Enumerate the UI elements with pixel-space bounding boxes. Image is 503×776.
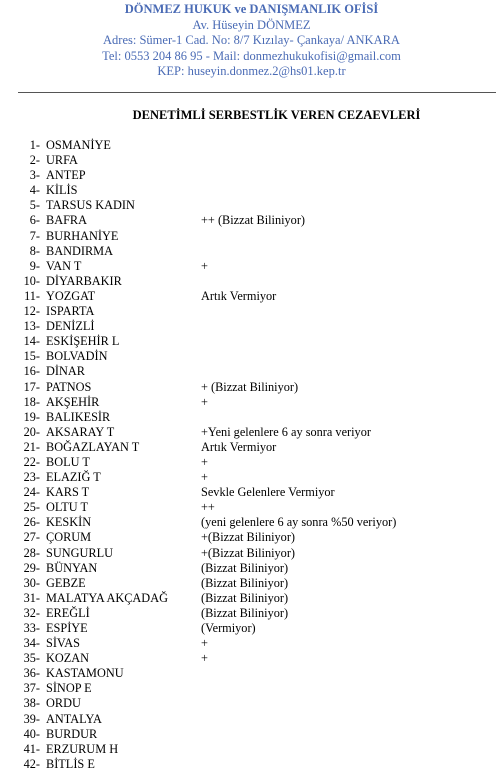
prison-name: KARS T — [46, 485, 90, 500]
prison-name: BAFRA — [46, 213, 88, 228]
prison-name: BANDIRMA — [46, 243, 113, 258]
prison-name: BOLVADİN — [46, 349, 108, 364]
item-number: 26- — [23, 515, 40, 530]
prison-note: +Yeni gelenlere 6 ay sonra veriyor — [201, 424, 371, 439]
item-number: 30- — [23, 575, 40, 590]
prison-name: SUNGURLU — [46, 545, 113, 560]
address-line: Adres: Sümer-1 Cad. No: 8/7 Kızılay- Çankaya/ ANKARA — [103, 33, 400, 47]
prison-note: (Bizzat Biliniyor) — [201, 560, 289, 575]
prison-name: EREĞLİ — [46, 605, 90, 620]
prison-name: OLTU T — [46, 500, 89, 515]
item-number: 12- — [23, 304, 40, 319]
list-item — [0, 455, 503, 470]
item-number: 31- — [23, 590, 40, 605]
prison-note: (Vermiyor) — [201, 621, 256, 635]
list-item — [0, 380, 503, 395]
list-item — [0, 727, 503, 742]
list-item — [0, 636, 503, 651]
prison-name: AKŞEHİR — [46, 394, 100, 409]
prison-name: ESPİYE — [46, 621, 88, 635]
prison-note: + (Bizzat Biliniyor) — [201, 379, 299, 394]
list-item — [0, 319, 503, 334]
list-item — [0, 304, 503, 319]
prison-note: ++ (Bizzat Biliniyor) — [201, 213, 306, 228]
prison-name: ELAZIĞ T — [46, 470, 101, 485]
list-item — [0, 349, 503, 364]
list-item — [0, 213, 503, 228]
item-number: 2- — [29, 153, 40, 168]
item-number: 29- — [23, 560, 40, 575]
letterhead — [0, 2, 503, 80]
item-number: 37- — [23, 681, 40, 696]
prison-name: ERZURUM H — [46, 741, 119, 756]
item-number: 38- — [23, 696, 40, 711]
prison-name: TARSUS KADIN — [46, 198, 135, 213]
lawyer-name: Av. Hüseyin DÖNMEZ — [192, 17, 311, 32]
item-number: 13- — [23, 319, 40, 334]
list-item — [0, 153, 503, 168]
item-number: 42- — [23, 756, 40, 771]
prison-note: (Bizzat Biliniyor) — [201, 590, 289, 605]
list-item — [0, 395, 503, 410]
list-item — [0, 440, 503, 455]
list-item — [0, 515, 503, 530]
item-number: 17- — [23, 379, 40, 394]
list-item — [0, 485, 503, 500]
list-item — [0, 334, 503, 349]
item-number: 11- — [24, 288, 40, 303]
prison-note: +(Bizzat Biliniyor) — [201, 545, 296, 560]
prison-name: BOĞAZLAYAN T — [46, 439, 140, 454]
list-item — [0, 168, 503, 183]
prison-name: DİNAR — [46, 364, 85, 379]
item-number: 1- — [29, 138, 40, 152]
prison-note: + — [201, 454, 208, 469]
prison-note: (yeni gelenlere 6 ay sonra %50 veriyor) — [201, 515, 397, 530]
item-number: 35- — [23, 651, 40, 666]
item-number: 27- — [23, 530, 40, 545]
item-number: 39- — [23, 711, 40, 726]
list-item — [0, 425, 503, 440]
list-item — [0, 561, 503, 576]
prison-note: ++ — [201, 500, 215, 515]
item-number: 14- — [23, 334, 40, 349]
list-item — [0, 244, 503, 259]
prison-name: OSMANİYE — [46, 138, 111, 152]
item-number: 16- — [23, 364, 40, 379]
item-number: 25- — [23, 500, 40, 515]
list-item — [0, 666, 503, 681]
prison-note: + — [201, 258, 208, 273]
prison-name: SİVAS — [46, 636, 80, 651]
prison-name: ESKİŞEHİR L — [46, 334, 120, 349]
item-number: 22- — [23, 454, 40, 469]
prison-name: ISPARTA — [46, 304, 95, 319]
item-number: 8- — [29, 243, 40, 258]
prison-list — [0, 138, 503, 772]
prison-note: Sevkle Gelenlere Vermiyor — [201, 485, 335, 500]
prison-name: ÇORUM — [46, 530, 92, 545]
prison-name: KESKİN — [46, 515, 92, 530]
prison-name: SİNOP E — [46, 681, 92, 696]
item-number: 3- — [29, 168, 40, 183]
list-item — [0, 289, 503, 304]
list-item — [0, 410, 503, 425]
prison-note: (Bizzat Biliniyor) — [201, 575, 289, 590]
list-item — [0, 591, 503, 606]
item-number: 23- — [23, 470, 40, 485]
prison-name: BURDUR — [46, 726, 98, 741]
prison-name: YOZGAT — [46, 288, 96, 303]
prison-name: MALATYA AKÇADAĞ — [46, 590, 168, 605]
item-number: 4- — [29, 183, 40, 198]
prison-name: ORDU — [46, 696, 81, 711]
prison-note: + — [201, 470, 208, 485]
list-item — [0, 681, 503, 696]
prison-name: BALIKESİR — [46, 409, 111, 424]
prison-name: URFA — [46, 153, 78, 168]
list-item — [0, 183, 503, 198]
list-item — [0, 259, 503, 274]
item-number: 36- — [23, 666, 40, 681]
prison-name: GEBZE — [46, 575, 86, 590]
prison-note: + — [201, 636, 208, 651]
prison-name: KOZAN — [46, 651, 90, 666]
prison-note: (Bizzat Biliniyor) — [201, 605, 289, 620]
item-number: 41- — [23, 741, 40, 756]
list-item — [0, 696, 503, 711]
firm-name: DÖNMEZ HUKUK ve DANIŞMANLIK OFİSİ — [124, 2, 379, 16]
prison-name: DENİZLİ — [46, 319, 95, 334]
list-item — [0, 621, 503, 636]
item-number: 20- — [23, 424, 40, 439]
item-number: 7- — [29, 228, 40, 243]
prison-name: BOLU T — [46, 454, 90, 469]
list-item — [0, 198, 503, 213]
list-item — [0, 500, 503, 515]
prison-note: + — [201, 651, 208, 666]
item-number: 9- — [29, 258, 40, 273]
prison-name: PATNOS — [46, 379, 92, 394]
list-item — [0, 274, 503, 289]
prison-name: ANTEP — [46, 168, 86, 183]
prison-name: BİTLİS E — [46, 756, 95, 771]
prison-name: KİLİS — [46, 183, 78, 198]
item-number: 5- — [29, 198, 40, 213]
prison-name: AKSARAY T — [46, 424, 115, 439]
item-number: 21- — [23, 439, 40, 454]
list-item — [0, 138, 503, 153]
item-number: 40- — [23, 726, 40, 741]
item-number: 18- — [23, 394, 40, 409]
item-number: 33- — [23, 621, 40, 635]
list-item — [0, 229, 503, 244]
list-item — [0, 712, 503, 727]
contact-line: Tel: 0553 204 86 95 - Mail: donmezhukukofisi@gmail.com — [102, 48, 401, 63]
prison-name: BÜNYAN — [46, 560, 98, 575]
item-number: 34- — [23, 636, 40, 651]
prison-name: VAN T — [46, 258, 82, 273]
prison-name: ANTALYA — [46, 711, 102, 726]
prison-note: + — [201, 394, 208, 409]
list-item — [0, 651, 503, 666]
kep-line: KEP: huseyin.donmez.2@hs01.kep.tr — [157, 64, 346, 78]
item-number: 15- — [23, 349, 40, 364]
prison-name: BURHANİYE — [46, 228, 119, 243]
list-item — [0, 606, 503, 621]
prison-name: KASTAMONU — [46, 666, 124, 681]
list-item — [0, 530, 503, 545]
item-number: 6- — [29, 213, 40, 228]
document-title: DENETİMLİ SERBESTLİK VEREN CEZAEVLERİ — [132, 108, 421, 122]
list-item — [0, 470, 503, 485]
item-number: 19- — [23, 409, 40, 424]
list-item — [0, 364, 503, 379]
item-number: 24- — [23, 485, 40, 500]
item-number: 28- — [23, 545, 40, 560]
list-item — [0, 757, 503, 772]
list-item — [0, 576, 503, 591]
item-number: 32- — [23, 605, 40, 620]
prison-note: +(Bizzat Biliniyor) — [201, 530, 296, 545]
item-number: 10- — [23, 273, 40, 288]
list-item — [0, 546, 503, 561]
header-divider — [18, 92, 496, 93]
prison-note: Artık Vermiyor — [201, 439, 277, 454]
prison-note: Artık Vermiyor — [201, 288, 277, 303]
list-item — [0, 742, 503, 757]
prison-name: DİYARBAKIR — [46, 273, 122, 288]
